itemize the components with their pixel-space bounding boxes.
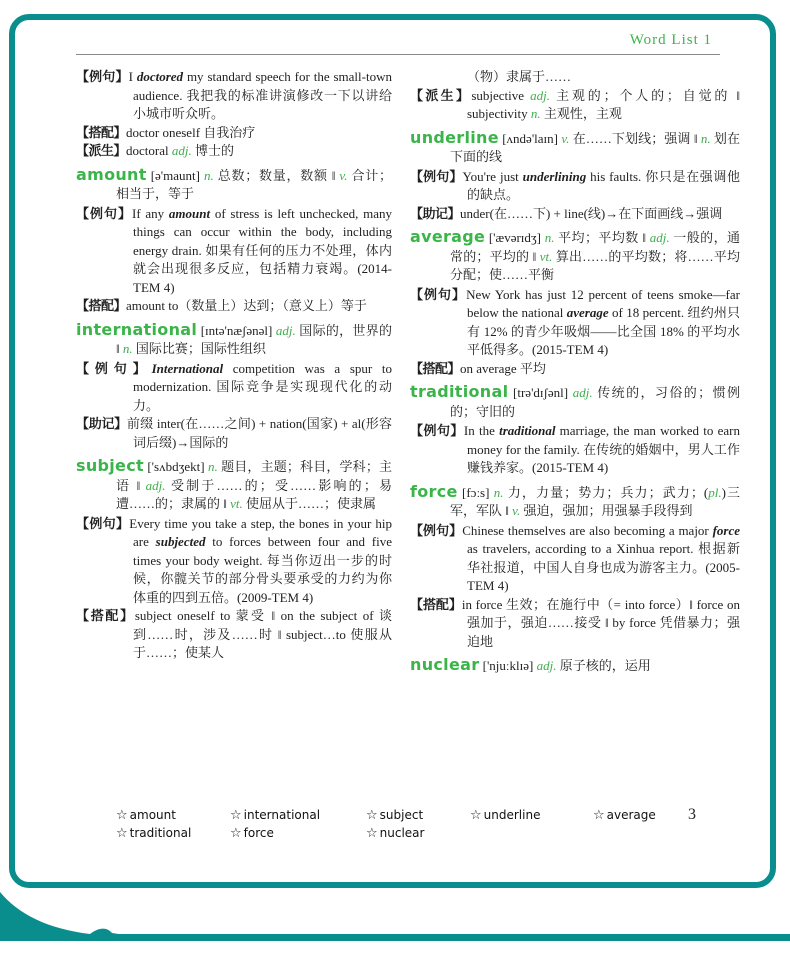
- text-run: 在……下划线；强调 ‖: [569, 130, 701, 146]
- text-run: ['ævərɪdʒ]: [485, 230, 545, 245]
- text-run: 主观性，主观: [540, 106, 622, 121]
- text-run: [ə'maunt]: [146, 167, 204, 183]
- text-run: 国际比赛；国际性组织: [132, 341, 266, 356]
- headword-text: traditional: [410, 382, 509, 401]
- part-of-speech-label: n.: [207, 459, 218, 474]
- part-of-speech-label: v.: [561, 130, 570, 146]
- text-run: competition was a spur to modernization. 国际竞争是实现现代化的动力。: [133, 360, 392, 413]
- part-of-speech-label: v.: [339, 167, 348, 183]
- emphasized-word: amount: [168, 205, 211, 221]
- entry-tag: 【例句】: [410, 168, 463, 184]
- left-column: [76, 68, 392, 677]
- example-block: [410, 286, 740, 360]
- headword-text: nuclear: [410, 655, 480, 674]
- footer-word-label: nuclear: [379, 826, 425, 840]
- headword-text: subject: [76, 456, 144, 475]
- text-run: in force 生效；在施行中（= into force）‖ force on 强加于，强迫……接受 ‖ by force 凭借暴力；强迫地: [461, 596, 740, 649]
- text-run: my standard speech for the small-town audience. 我把我的标准讲演修改一下以讲给小城市听众听。: [133, 69, 392, 121]
- text-run: amount to（数量上）达到；（意义上）等于: [126, 298, 367, 313]
- headword-entry: [410, 228, 740, 285]
- text-run: 总数；数量，数额 ‖: [213, 167, 340, 183]
- text-run: marriage, the man worked to earn money for the family. 在传统的婚姻中，男人工作赚钱养家。(2015-TEM 4): [467, 423, 740, 475]
- part-of-speech-label: n.: [122, 341, 133, 356]
- text-run: 算出……的平均数；将……平均分配；使……平衡: [450, 248, 740, 282]
- right-column: [410, 68, 740, 677]
- text-run: doctoral: [126, 143, 172, 158]
- text-run: （物）隶属于……: [467, 69, 572, 84]
- bottom-teal-decoration: [0, 886, 790, 971]
- continuation-block: [410, 68, 740, 87]
- text-run: In the: [463, 423, 500, 438]
- part-of-speech-label: n.: [700, 130, 711, 146]
- text-run: New York has just 12 percent of teens smoke—far below the national: [466, 286, 740, 320]
- entry-tag: 【例句】: [410, 286, 467, 302]
- text-run: 划在下面的线: [450, 130, 740, 164]
- star-icon: ☆: [366, 807, 378, 823]
- footer-word-label: force: [243, 826, 274, 840]
- footer-word-item: [116, 826, 230, 841]
- text-run: 传统的，习俗的；惯例的；守旧的: [450, 385, 740, 419]
- entry-tag: 【助记】: [410, 205, 461, 221]
- text-run: of 18 percent. 纽约州只有 12% 的青少年吸烟——比全国 18% 的平均水平低得多。(2015-TEM 4): [467, 305, 740, 357]
- text-run: [fɔːs]: [457, 484, 494, 500]
- star-icon: ☆: [230, 825, 242, 841]
- text-run: under(在……下) + line(线)→在下面画线→强调: [460, 205, 723, 221]
- star-icon: ☆: [116, 807, 128, 823]
- text-run: 力，力量；势力；兵力；武力；(: [503, 484, 709, 500]
- headword-text: amount: [76, 164, 147, 184]
- footer-word-label: international: [243, 808, 321, 822]
- dictionary-columns: [76, 68, 740, 677]
- footer-word-item: [230, 808, 366, 823]
- text-run: on average 平均: [460, 360, 546, 376]
- headword-text: average: [410, 227, 486, 246]
- text-run: [trə'dɪʃənl]: [508, 385, 573, 400]
- headword-entry: [76, 321, 392, 359]
- part-of-speech-label: adj.: [530, 87, 551, 103]
- emphasized-word: underlining: [522, 168, 587, 184]
- text-run: 强迫，强加；用强暴手段得到: [520, 503, 693, 518]
- part-of-speech-label: n.: [203, 167, 214, 183]
- bottom-swoosh-shape: [0, 892, 166, 941]
- headword-entry: [410, 129, 740, 167]
- headword-text: underline: [410, 127, 499, 147]
- part-of-speech-label: pl.: [708, 484, 722, 500]
- collocation-block: [410, 360, 740, 379]
- derivative-block: [76, 142, 392, 161]
- text-run: You're just: [462, 168, 523, 184]
- emphasized-word: average: [566, 305, 609, 320]
- entry-tag: 【例句】: [76, 360, 152, 376]
- text-run: [ʌndə'laɪn]: [498, 130, 562, 146]
- mnemonic-block: [76, 415, 392, 452]
- footer-word-item: [230, 826, 366, 841]
- part-of-speech-label: adj.: [649, 230, 670, 245]
- text-run: of stress is left unchecked, many things can occur within the body, including energy drain. 如果有任何的压力不处理，体内就会出现很多反应，包括精力衰竭。(2014-TEM 4): [133, 205, 392, 295]
- part-of-speech-label: vt.: [230, 496, 243, 511]
- part-of-speech-label: v.: [512, 503, 521, 518]
- page-footer: [76, 806, 740, 842]
- example-block: [76, 515, 392, 608]
- part-of-speech-label: adj.: [536, 658, 557, 673]
- text-run: [ɪntə'næʃənəl]: [197, 322, 276, 338]
- page-header: [76, 30, 740, 54]
- part-of-speech-label: adj.: [275, 322, 296, 338]
- headword-text: international: [76, 319, 198, 339]
- example-block: [76, 205, 392, 298]
- entry-tag: 【例句】: [76, 69, 129, 84]
- entry-tag: 【派生】: [410, 87, 472, 103]
- text-run: Every time you take a step, the bones in your hip are: [129, 515, 392, 549]
- footer-word-label: traditional: [129, 826, 192, 840]
- text-run: Chinese themselves are also becoming a major: [462, 522, 713, 538]
- text-run: 前缀 inter(在……之间) + nation(国家) + al(形容词后缀)→国际的: [126, 416, 392, 450]
- text-run: )三军，军队 ‖: [450, 484, 740, 518]
- footer-word-item: [593, 808, 656, 823]
- footer-wordlist-row-1: [76, 806, 740, 824]
- entry-tag: 【例句】: [76, 205, 132, 221]
- example-block: [76, 360, 392, 416]
- part-of-speech-label: vt.: [539, 248, 553, 264]
- entry-tag: 【派生】: [76, 143, 127, 158]
- headword-text: force: [410, 481, 458, 501]
- headword-entry: [76, 457, 392, 514]
- footer-word-item: [366, 808, 470, 823]
- headword-entry: [410, 656, 740, 676]
- footer-wordlist-row-2: [76, 824, 740, 842]
- example-block: [410, 522, 740, 596]
- text-run: his faults. 你只是在强调他的缺点。: [467, 168, 740, 202]
- part-of-speech-label: adj.: [572, 385, 593, 400]
- text-run: I: [128, 69, 137, 84]
- emphasized-word: doctored: [136, 69, 184, 84]
- entry-tag: 【例句】: [410, 522, 463, 538]
- headword-entry: [410, 383, 740, 421]
- text-run: 国际的，世界的 ‖: [116, 322, 392, 356]
- star-icon: ☆: [230, 807, 242, 823]
- headword-entry: [410, 483, 740, 521]
- text-run: 原子核的，运用: [556, 658, 651, 673]
- text-run: as travelers, according to a Xinhua report. 根据新华社报道，中国人自身也成为游客主力。(2005-TEM 4): [467, 541, 740, 593]
- mnemonic-block: [410, 205, 740, 224]
- text-run: 使屈从于……；使隶属: [242, 496, 377, 511]
- example-block: [410, 422, 740, 478]
- page-number: 3: [688, 806, 696, 823]
- headword-entry: [76, 166, 392, 204]
- entry-tag: 【搭配】: [410, 596, 462, 612]
- part-of-speech-label: adj.: [171, 143, 192, 158]
- text-run: 合计；相当于，等于: [116, 167, 392, 201]
- part-of-speech-label: adj.: [145, 477, 166, 493]
- entry-tag: 【助记】: [76, 416, 127, 431]
- text-run: ['njuːklɪə]: [479, 658, 537, 673]
- emphasized-word: International: [151, 360, 224, 376]
- entry-tag: 【例句】: [76, 515, 130, 531]
- text-run: 受制于……的；受……影响的；易遭……的；隶属的 ‖: [116, 477, 392, 511]
- star-icon: ☆: [593, 807, 605, 823]
- emphasized-word: traditional: [499, 423, 556, 438]
- part-of-speech-label: n.: [544, 230, 555, 245]
- star-icon: ☆: [366, 825, 378, 841]
- footer-word-label: underline: [483, 808, 541, 822]
- emphasized-word: force: [712, 522, 740, 538]
- footer-word-label: average: [606, 808, 656, 822]
- collocation-block: [76, 124, 392, 143]
- footer-word-item: [366, 826, 470, 841]
- text-run: 平均；平均数 ‖: [554, 230, 650, 245]
- collocation-block: [410, 596, 740, 652]
- text-run: doctor oneself 自我治疗: [126, 124, 256, 140]
- example-block: [76, 68, 392, 124]
- text-run: 题目，主题；科目，学科；主语 ‖: [116, 459, 392, 493]
- entry-tag: 【搭配】: [76, 298, 127, 313]
- collocation-block: [76, 297, 392, 316]
- text-run: ['sʌbdʒekt]: [143, 459, 208, 474]
- entry-tag: 【搭配】: [76, 608, 135, 623]
- footer-word-item: [116, 808, 230, 823]
- emphasized-word: subjected: [155, 534, 206, 549]
- star-icon: ☆: [116, 825, 128, 841]
- entry-tag: 【例句】: [410, 423, 464, 438]
- header-rule: [76, 54, 720, 55]
- footer-word-label: subject: [379, 808, 424, 822]
- derivative-block: [410, 87, 740, 124]
- text-run: subjective: [471, 87, 531, 103]
- example-block: [410, 168, 740, 205]
- footer-word-item: [470, 808, 593, 823]
- text-run: If any: [131, 205, 169, 221]
- entry-tag: 【搭配】: [410, 360, 461, 376]
- collocation-block: [76, 607, 392, 663]
- page-title: Word List 1: [629, 32, 712, 48]
- entry-tag: 【搭配】: [76, 124, 127, 140]
- footer-word-label: amount: [129, 808, 176, 822]
- text-run: subject oneself to 蒙受 ‖ on the subject of 谈到……时，涉及……时 ‖ subject…to 使服从于……；使某人: [133, 608, 392, 660]
- text-run: 主观的；个人的；自觉的 ‖ subjectivity: [467, 87, 740, 121]
- text-run: 博士的: [191, 143, 234, 158]
- text-run: to forces between four and five times your body weight. 每当你迈出一步的时候，你髋关节的部分骨头要承受的力约为你体重的四到五倍。(2009-TEM 4): [133, 534, 392, 605]
- part-of-speech-label: n.: [493, 484, 504, 500]
- part-of-speech-label: n.: [530, 106, 541, 121]
- page-content: [76, 30, 740, 677]
- text-run: 一般的，通常的；平均的 ‖: [450, 230, 740, 264]
- star-icon: ☆: [470, 807, 482, 823]
